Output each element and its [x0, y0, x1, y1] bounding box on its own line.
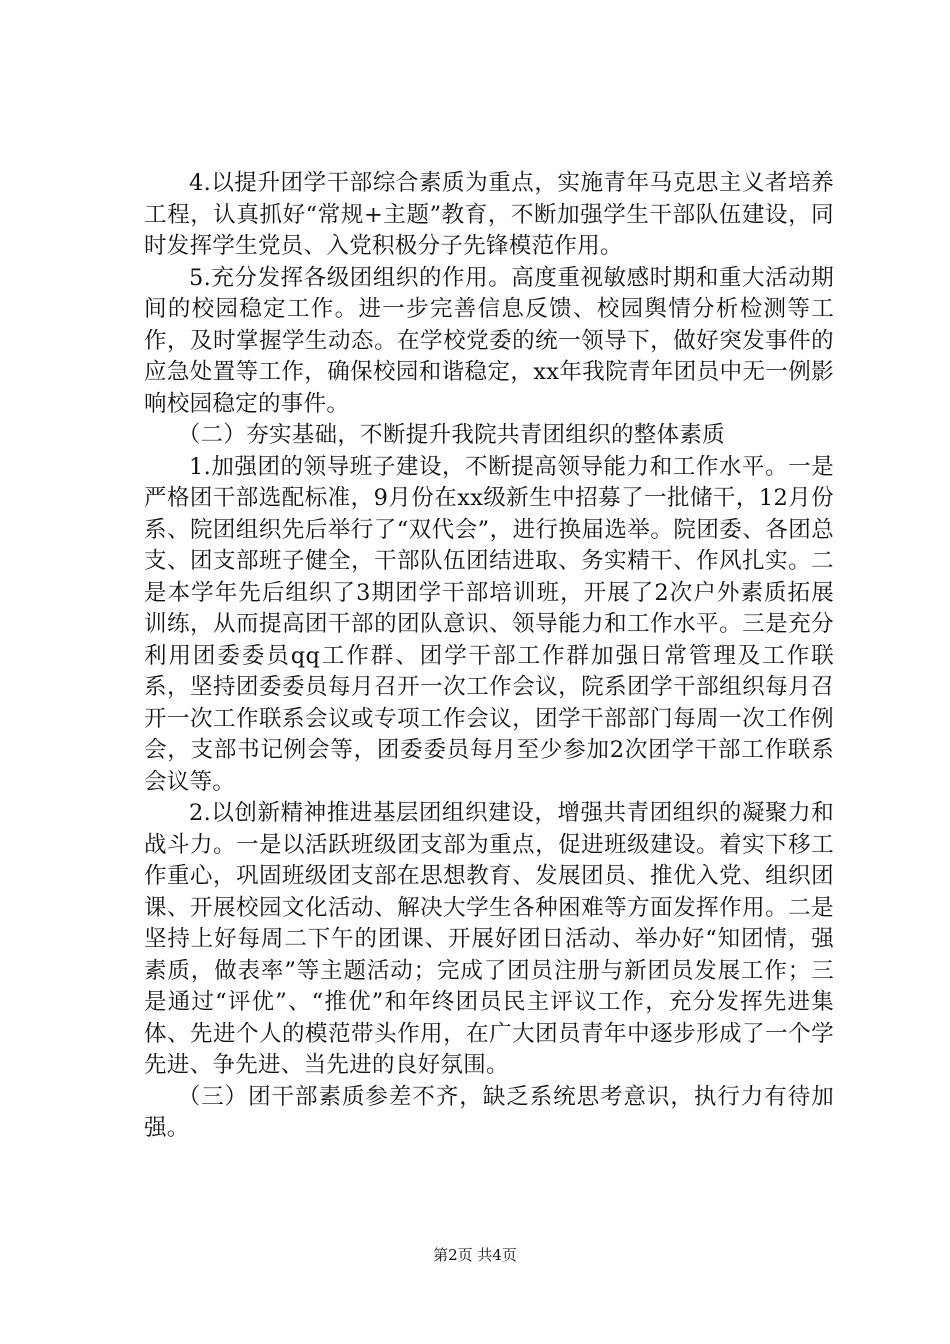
paragraph-item-2: 2.以创新精神推进基层团组织建设，增强共青团组织的凝聚力和战斗力。一是以活跃班级团支部为重点，促进班级建设。着实下移工作重心，巩固班级团支部在思想教育、发展团员、推优入党、组织团课、开展校园文化活动、解决大学生各种困难等方面发挥作用。二是坚持上好每周二下午的团课、开展好团日活动、举办好“知团情，强素质，做表率”等主题活动；完成了团员注册与新团员发展工作；三是通过“评优”、“推优”和年终团员民主评议工作，充分发挥先进集体、先进个人的模范带头作用，在广大团员青年中逐步形成了一个学先进、争先进、当先进的良好氛围。	[144, 800, 834, 1078]
paragraph-item-5: 5.充分发挥各级团组织的作用。高度重视敏感时期和重大活动期间的校园稳定工作。进一步完善信息反馈、校园舆情分析检测等工作，及时掌握学生动态。在学校党委的统一领导下，做好突发事件的应急处置等工作，确保校园和谐稳定，xx年我院青年团员中无一例影响校园稳定的事件。	[144, 264, 834, 417]
document-body	[144, 168, 834, 1145]
paragraph-item-1: 1.加强团的领导班子建设，不断提高领导能力和工作水平。一是严格团干部选配标准，9月份在xx级新生中招募了一批储干，12月份系、院团组织先后举行了“双代会”，进行换届选举。院团委、各团总支、团支部班子健全，干部队伍团结进取、务实精干、作风扎实。二是本学年先后组织了3期团学干部培训班，开展了2次户外素质拓展训练，从而提高团干部的团队意识、领导能力和工作水平。三是充分利用团委委员qq工作群、团学干部工作群加强日常管理及工作联系，坚持团委委员每月召开一次工作会议，院系团学干部组织每月召开一次工作联系会议或专项工作会议，团学干部部门每周一次工作例会，支部书记例会等，团委委员每月至少参加2次团学干部工作联系会议等。	[144, 453, 834, 795]
paragraph-item-4: 4.以提升团学干部综合素质为重点，实施青年马克思主义者培养工程，认真抓好“常规+主题”教育，不断加强学生干部队伍建设，同时发挥学生党员、入党积极分子先锋模范作用。	[144, 170, 834, 259]
section-heading-2: （二）夯实基础，不断提升我院共青团组织的整体素质	[177, 422, 725, 448]
section-heading-3: （三）团干部素质参差不齐，缺乏系统思考意识，执行力有待加强。	[144, 1083, 834, 1141]
page-footer: 第2页 共4页	[433, 1246, 517, 1264]
